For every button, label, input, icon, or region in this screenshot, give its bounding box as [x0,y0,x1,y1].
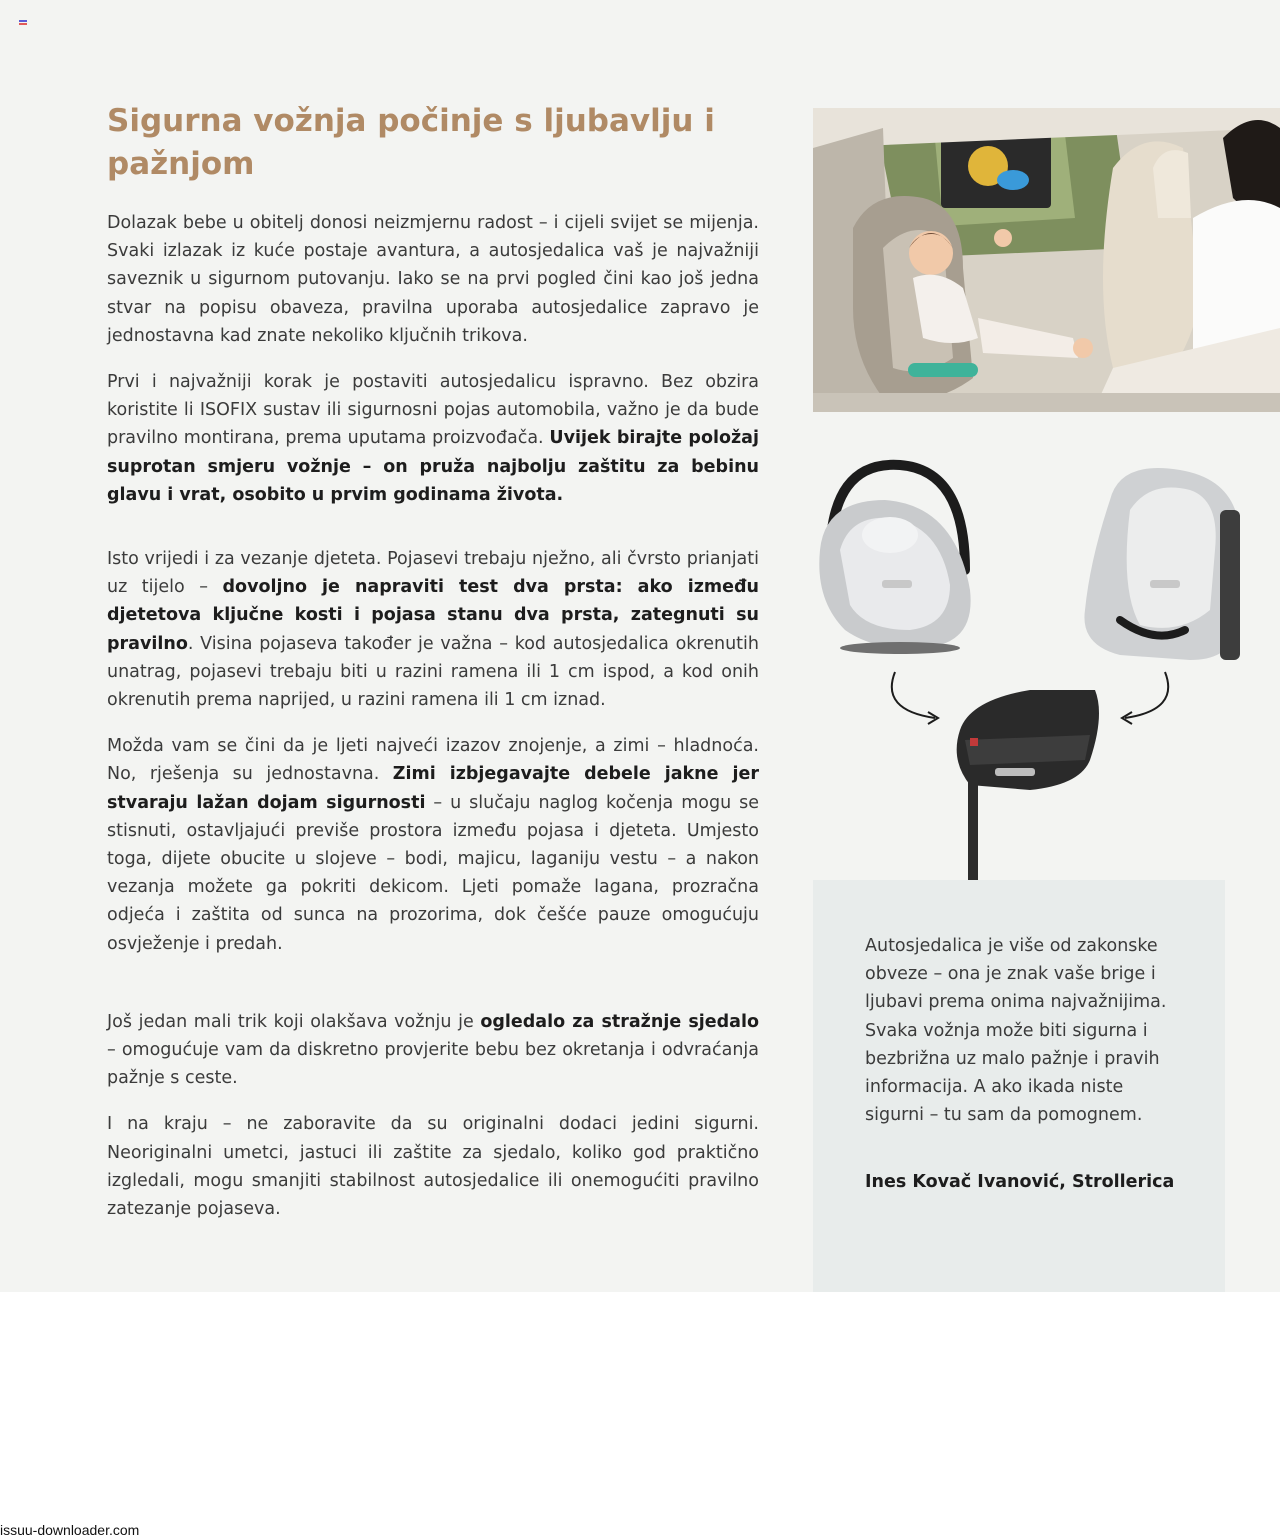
toddler-seat [1084,468,1240,660]
paragraph-highlight: Uvijek birajte položaj suprotan smjeru vožnje – on pruža najbolju zaštitu za bebinu glavu i vrat, osobito u prvim godinama života. [107,428,759,505]
paragraph-seasons [107,732,759,958]
paragraph-text: – omogućuje vam da diskretno provjerite bebu bez okretanja i odvraćanja pažnje s ceste. [107,1040,759,1089]
paragraph-text: I na kraju – ne zaboravite da su originalni dodaci jedini sigurni. Neoriginalni umetci, jastuci ili zaštite za sjedalo, koliko god praktično izgledali, mogu smanjiti stabilnost autosjedalice ili onemogućiti pravilno zatezanje pojaseva. [107,1114,759,1220]
watermark-link[interactable]: issuu-downloader.com [0,1522,140,1538]
quote-author: Ines Kovač Ivanović, Strollerica [865,1172,1175,1192]
paragraph-highlight: Zimi izbjegavajte debele jakne jer stvaraju lažan dojam sigurnosti [107,764,759,813]
isofix-base [957,690,1099,908]
paragraph-text: Prvi i najvažniji korak je postaviti autosjedalicu ispravno. Bez obzira koristite li ISOFIX sustav ili sigurnosni pojas automobila, važno je da bude pravilno montirana, prema uputama proizvođača. [107,372,759,449]
flag-icon [19,20,27,27]
paragraph-highlight: dovoljno je napraviti test dva prsta: ako između djetetova ključne kosti i pojasa stanu dva prsta, zategnuti su pravilno [107,577,759,654]
car-interior-photo [813,108,1280,412]
paragraph-text: Možda vam se čini da je ljeti najveći izazov znojenje, a zimi – hladnoća. No, rješenja su jednostavna. [107,736,759,785]
car-seat-products-illustration [790,440,1260,920]
paragraph-highlight: ogledalo za stražnje sjedalo [480,1011,759,1032]
article-title: Sigurna vožnja počinje s ljubavlju i pažnjom [107,103,715,182]
paragraph-harness [107,545,759,714]
quote-text: Autosjedalica je više od zakonske obveze – ona je znak vaše brige i ljubavi prema onima najvažnijima. Svaka vožnja može biti sigurna i bezbrižna uz malo pažnje i pravih informacija. A ako ikada niste sigurni – tu sam da pomognem. [865,936,1167,1126]
paragraph-text: . Visina pojaseva također je važna – kod autosjedalica okrenutih unatrag, pojasevi trebaju biti u razini ramena ili 1 cm ispod, a kod onih okrenutih prema naprijed, u razini ramena ili 1 cm iznad. [107,633,759,711]
infant-carrier [819,465,970,654]
paragraph-text: Isto vrijedi i za vezanje djeteta. Pojasevi trebaju nježno, ali čvrsto prianjati uz tijelo – [107,549,759,598]
article-body [107,209,759,1241]
paragraph-text: Dolazak bebe u obitelj donosi neizmjernu radost – i cijeli svijet se mijenja. Svaki izlazak iz kuće postaje avantura, a autosjedalica vaš je najvažniji saveznik u sigurnom putovanju. Iako se na prvi pogled čini kao još jedna stvar na popisu obaveza, pravilna uporaba autosjedalice zapravo je jednostavna kad znate nekoliko ključnih trikova. [107,213,759,346]
paragraph-text: – u slučaju naglog kočenja mogu se stisnuti, ostavljajući previše prostora između pojasa i djeteta. Umjesto toga, dijete obucite u slojeve – bodi, majicu, laganiju vestu – a nakon vezanja možete ga pokriti dekicom. Ljeti pomaže lagana, prozračna odjeća i zaštita od sunca na prozorima, dok češće pauze omogućuju osvježenje i predah. [107,792,759,954]
paragraph-text: Još jedan mali trik koji olakšava vožnju je [107,1011,481,1032]
paragraph-accessories [107,1110,759,1223]
paragraph-mirror [107,1008,759,1093]
paragraph-intro [107,209,759,350]
paragraph-installation [107,368,759,509]
